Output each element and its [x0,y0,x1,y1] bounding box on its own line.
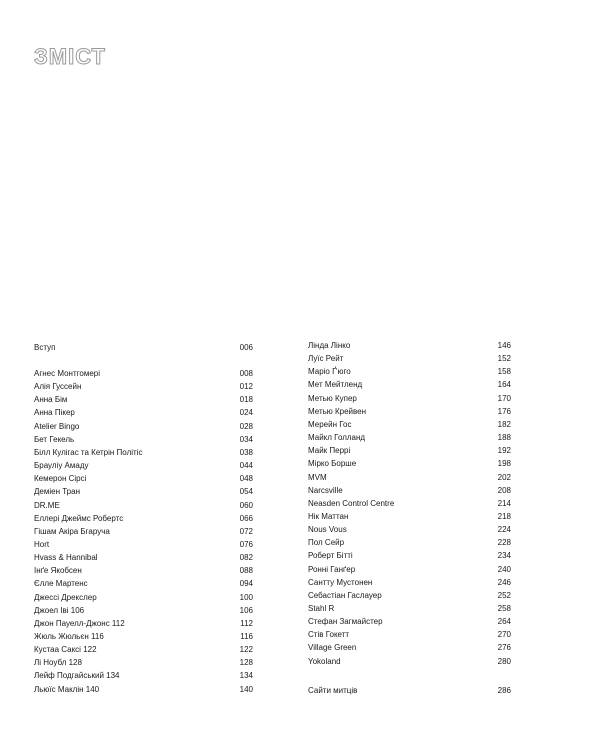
toc-entry [34,669,253,682]
toc-entry [308,589,511,602]
toc-entry-title: Майкл Голланд [308,433,366,443]
toc-entry-title: Джоел Іві 106 [34,605,85,615]
toc-entry-page: 270 [497,630,511,640]
toc-entry-title: Агнес Монтгомері [34,369,100,378]
toc-entry-page: 012 [239,382,253,392]
toc-entry-page: 066 [239,513,253,523]
toc-entry-title: Себастіан Гаслауер [308,590,382,600]
toc-entry [308,510,511,523]
toc-entry [34,617,253,630]
toc-entry [34,630,253,643]
page-title: ЗМІСТ [34,44,106,69]
toc-entry-title: Вступ [34,343,56,352]
toc-entry [308,378,511,391]
toc-entry-title: Village Green [308,643,357,653]
toc-entry-title: Стів Гокетт [308,630,350,640]
toc-entry [308,655,511,668]
toc-entry-page: 276 [497,643,511,653]
toc-entry-page: 028 [239,421,253,431]
toc-entry [34,380,253,393]
toc-entry [34,512,253,525]
toc-entry-title: Лінда Лінко [308,341,351,350]
toc-entry [308,615,511,628]
toc-entry-page: 034 [239,434,253,444]
toc-entry-page: 214 [497,498,511,508]
toc-entry-page: 224 [497,525,511,535]
toc-entry [34,485,253,498]
toc-entry [308,405,511,418]
toc-entry-page: 054 [239,487,253,497]
toc-entry-title: Метью Крейвен [308,406,367,416]
toc-entry-page: 048 [239,474,253,484]
toc-entry [34,420,253,433]
toc-entry [34,393,253,406]
toc-entry-title: Кустаа Саксі 122 [34,645,97,655]
toc-entry-page: 228 [497,538,511,548]
toc-entry [308,497,511,510]
toc-entry-title: Джон Пауелл-Джонс 112 [34,618,125,628]
toc-entry [34,564,253,577]
toc-entry-page: 128 [239,658,253,668]
toc-entry-page: 286 [497,686,511,695]
toc-entry-title: Льюїс Маклін 140 [34,684,100,694]
toc-entry-page: 060 [239,500,253,510]
toc-entry [34,499,253,512]
toc-entry-title: Жюль Жюльєн 116 [34,632,104,641]
toc-entry-page: 164 [497,380,511,390]
toc-entry-page: 188 [497,433,511,443]
toc-entry [34,643,253,656]
toc-entry-page: 134 [239,671,253,681]
toc-entry-page: 218 [497,511,511,521]
toc-entry [308,484,511,497]
toc-entry-page: 208 [497,485,511,495]
toc-entry-page: 202 [497,472,511,482]
toc-entry-page: 072 [239,526,253,536]
toc-entry-title: Stahl R [308,604,335,613]
toc-entry-title: Сайти митців [308,686,358,695]
toc-entry-title: Джессі Дрекслер [34,592,97,602]
toc-entry-title: Майк Перрі [308,446,351,456]
toc-entry [308,576,511,589]
toc-entry-page: 100 [239,592,253,602]
toc-entry-title: Сантту Мустонен [308,577,373,587]
toc-entry-page: 094 [239,579,253,589]
toc-entry-page: 116 [240,632,253,641]
toc-entry-title: Мірко Борше [308,459,357,469]
toc-entry [34,525,253,538]
toc-entry-page: 024 [239,408,253,418]
toc-entry-title: Єлле Мартенс [34,579,88,589]
toc-entry [308,536,511,549]
toc-entry-page: 192 [497,446,511,456]
toc-entry-page: 176 [497,406,511,416]
toc-entry-title: Деміен Тран [34,487,80,497]
toc-entry-title: Лейф Подгайський 134 [34,671,120,681]
toc-entry-page: 140 [239,684,253,694]
toc-entry-title: Стефан Загмайстер [308,617,383,627]
toc-entry-title: MVM [308,472,327,482]
toc-entry-page: 146 [497,341,511,350]
toc-entry-page: 122 [239,645,253,655]
toc-entry-title: Ронні Ганґер [308,564,356,574]
toc-entry-page: 044 [239,461,253,471]
toc-entry-page: 170 [497,393,511,403]
toc-entry-page: 018 [239,395,253,405]
toc-entry-title: Narcsville [308,485,343,495]
toc-entry-title: Анна Пікер [34,408,75,418]
toc-entry [308,628,511,641]
toc-entry-title: Yokoland [308,656,341,666]
toc-entry-title: Маріо Ґ'юго [308,367,351,377]
toc-entry-title: Луїс Рейт [308,354,344,364]
toc-entry [308,684,511,697]
toc-entry-page: 082 [239,553,253,563]
toc-entry [308,339,511,352]
toc-entry [308,431,511,444]
toc-entry [34,577,253,590]
toc-entry-page: 182 [497,419,511,429]
toc-entry-page: 106 [239,605,253,615]
toc-entry-page: 152 [497,354,511,364]
toc-entry [34,367,253,380]
toc-entry-title: Мерейн Гос [308,419,352,429]
toc-entry-page: 198 [497,459,511,469]
toc-entry-title: Брауліу Амаду [34,461,89,471]
toc-entry [308,471,511,484]
toc-entry-page: 252 [497,590,511,600]
toc-entry-page: 076 [239,539,253,549]
toc-entry-page: 008 [239,369,253,378]
toc-entry [308,457,511,470]
toc-entry [308,641,511,654]
toc-entry [34,656,253,669]
toc-entry-title: Hort [34,539,50,549]
toc-entry [34,683,253,696]
toc-entry [34,459,253,472]
toc-entry-title: Neasden Control Centre [308,498,395,508]
toc-entry-title: Hvass & Hannibal [34,553,98,563]
toc-entry-title: Еллері Джеймс Робертс [34,513,124,523]
toc-entry-page: 264 [497,617,511,627]
toc-entry-title: Інґе Якобсен [34,566,82,576]
toc-entry [34,604,253,617]
toc-entry-title: Роберт Бітті [308,551,353,561]
toc-entry-page: 158 [497,367,511,377]
toc-entry [308,365,511,378]
toc-entry [308,418,511,431]
toc-entry-page: 280 [497,656,511,666]
toc-entry-title: Метью Купер [308,393,357,403]
toc-entry [34,446,253,459]
toc-entry-title: Nous Vous [308,525,347,535]
toc-entry-page: 246 [497,577,511,587]
toc-entry-title: Білл Кулігас та Кетрін Політіс [34,447,143,457]
toc-entry-page: 006 [239,343,253,352]
toc-entry-title: Алія Гуссейн [34,382,82,392]
toc-entry [34,472,253,485]
toc-entry [308,392,511,405]
toc-entry-title: Мет Мейтленд [308,380,363,390]
toc-entry [308,352,511,365]
toc-entry-page: 240 [497,564,511,574]
toc-entry [34,538,253,551]
toc-entry [308,549,511,562]
toc-entry-page: 258 [497,604,511,613]
toc-entry-title: Atelier Bingo [34,421,80,431]
toc-entry-page: 112 [240,618,253,628]
toc-entry [308,523,511,536]
toc-entry-title: DR.ME [34,500,60,510]
toc-entry-title: Лі Ноубл 128 [34,658,82,668]
toc-entry [34,433,253,446]
toc-entry-title: Нік Маттан [308,511,349,521]
toc-entry-page: 038 [239,447,253,457]
toc-entry-page: 088 [239,566,253,576]
toc-entry-page: 234 [497,551,511,561]
toc-entry-title: Пол Сейр [308,538,345,548]
toc-entry-title: Гішам Акіра Бгаруча [34,526,110,536]
toc-entry [34,406,253,419]
toc-entry [34,341,253,354]
toc-entry [308,444,511,457]
toc-entry-title: Бет Гекель [34,434,75,444]
toc-entry [308,602,511,615]
toc-entry-title: Кемерон Сірсі [34,474,87,484]
toc-entry [308,563,511,576]
toc-entry [34,551,253,564]
toc-entry [34,591,253,604]
toc-entry-title: Анна Бім [34,395,68,405]
